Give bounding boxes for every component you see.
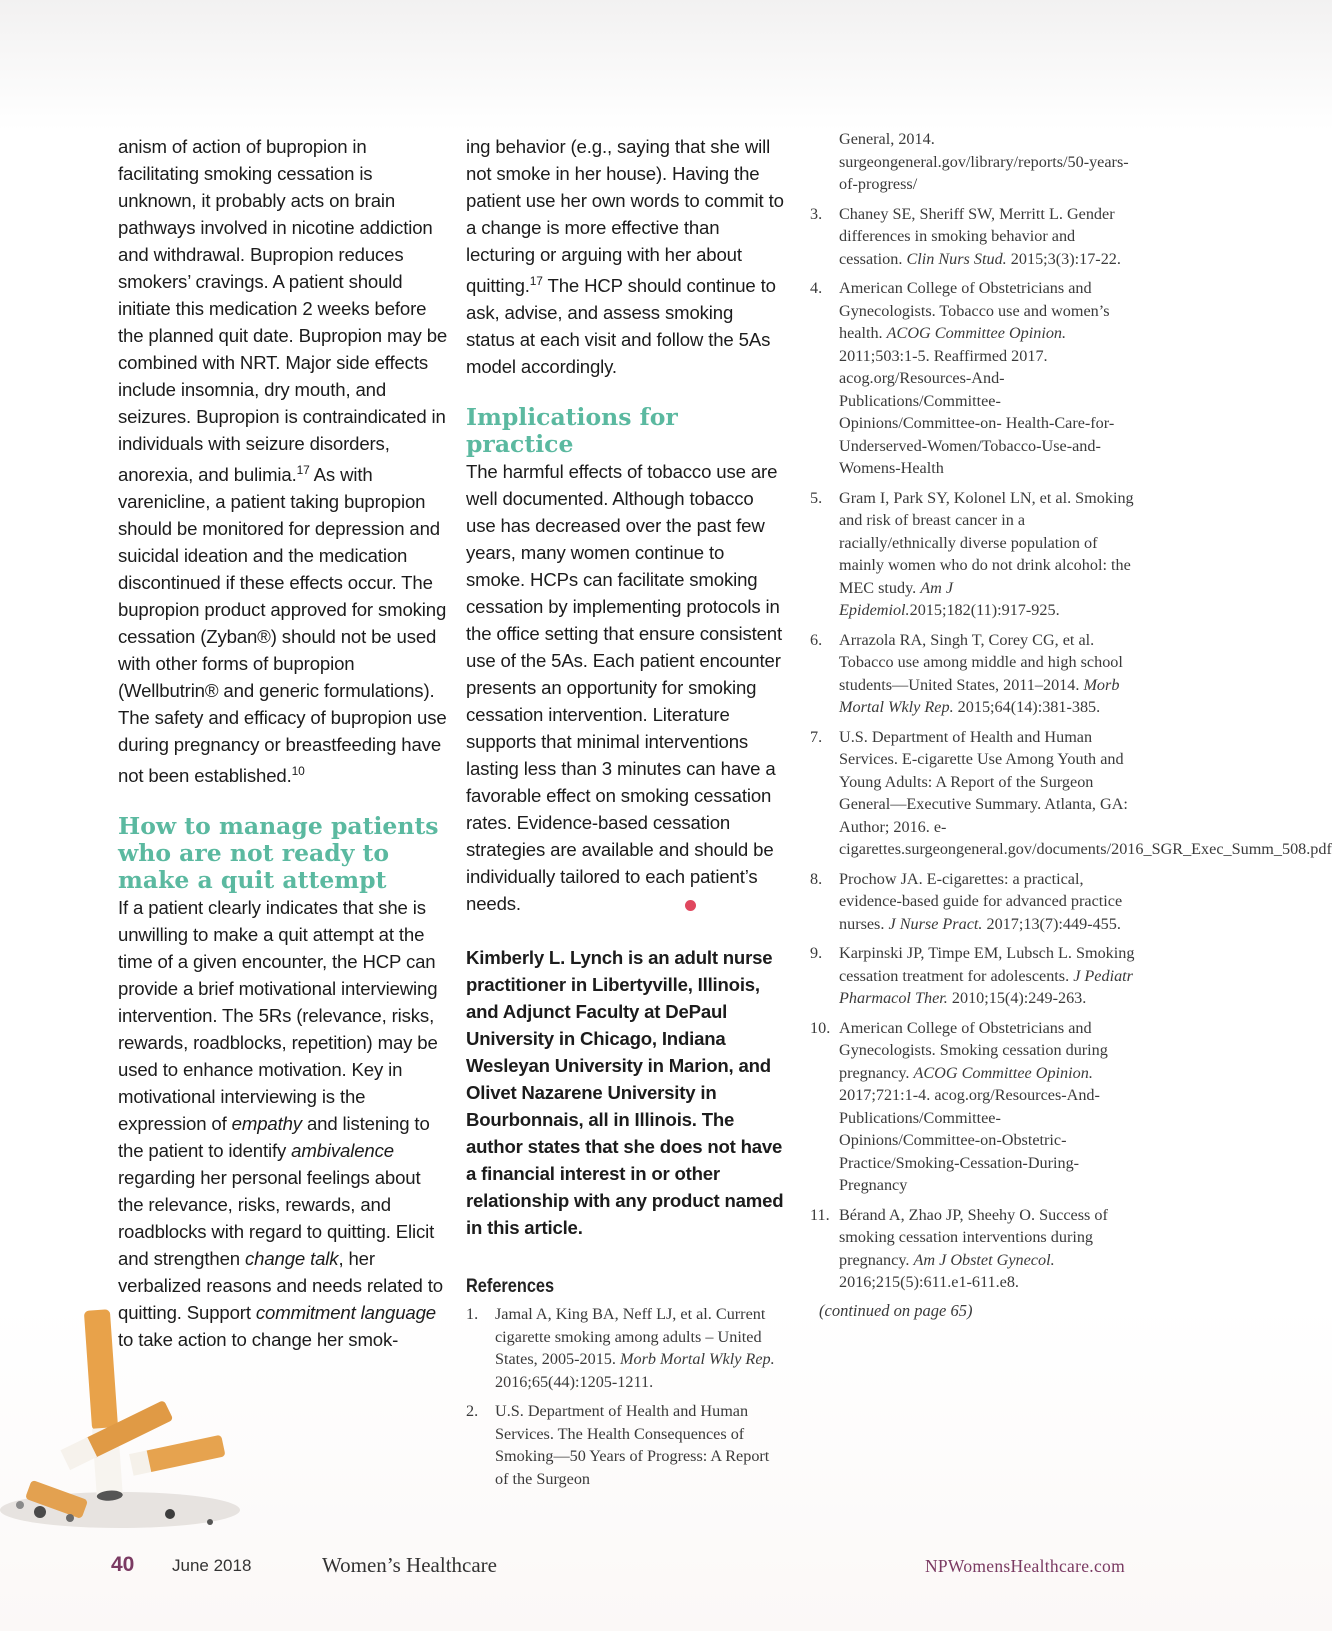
reference-text: Jamal A, King BA, Neff LJ, et al. Current cigarette smoking among adults – United States, 2005-2015.: [495, 1305, 766, 1369]
author-bio: Kimberly L. Lynch is an adult nurse practitioner in Libertyville, Illinois, and Adjunct Faculty at DePaul University in Chicago, Indiana Wesleyan University in Marion, and Olivet Nazarene University in Bourbonnais, all in Illinois. The author states that she does not have a financial interest in or other relationship with any product named in this article.: [466, 947, 784, 1239]
column-middle: [466, 133, 784, 1497]
reference-text: Karpinski JP, Timpe EM, Lubsch L. Smoking cessation treatment for adolescents.: [839, 944, 1135, 985]
reference-item: [810, 487, 1135, 622]
reference-text: American College of Obstetricians and Gynecologists. Tobacco use and women’s health.: [839, 279, 1110, 342]
body-paragraph: [118, 133, 448, 789]
text-run: and listening to the patient to identify: [118, 1113, 430, 1162]
journal-title: Am J Obstet Gynecol.: [913, 1250, 1055, 1269]
reference-citation: 2011;503:1-5. Reaffirmed 2017. acog.org/Resources-And-Publications/Committee-Opinions/Committee-on- Health-Care-for-Underserved-Women/Tobacco-Use-and-Womens-Health: [839, 346, 1115, 477]
text-run: ing behavior (e.g., saying that she will not smoke in her house). Having the patient use her own words to commit to a change is more effective than lecturing or arguing with her about quitting.: [466, 136, 784, 297]
journal-title: Am J Epidemiol.: [839, 578, 954, 619]
reference-number: 1.: [466, 1305, 479, 1324]
text-run: The harmful effects of tobacco use are well documented. Although tobacco use has decreased over the past few years, many women continue to smoke. HCPs can facilitate smoking cessation by implementing protocols in the office setting that ensure consistent use of the 5As. Each patient encounter presents an opportunity for smoking cessation intervention. Literature supports that minimal interventions lasting less than 3 minutes can have a favorable effect on smoking cessation rates. Evidence-based cessation strategies are available and should be individually tailored to each patient’s needs.: [466, 461, 782, 915]
reference-item: [810, 629, 1135, 719]
reference-number: 8.: [810, 869, 823, 888]
reference-item: [810, 726, 1332, 861]
section-heading: How to manage patients who are not ready to make a quit attempt: [118, 812, 439, 895]
reference-text: Gram I, Park SY, Kolonel LN, et al. Smoking and risk of breast cancer in a racially/ethnically diverse population of mainly women who do not drink alcohol: the MEC study.: [839, 488, 1134, 597]
reference-text: Prochow JA. E-cigarettes: a practical, evidence-based guide for advanced practice nurses.: [839, 869, 1123, 933]
reference-text: Arrazola RA, Singh T, Corey CG, et al. Tobacco use among middle and high school students—United States, 2011–2014.: [839, 630, 1123, 694]
column-left: [118, 133, 448, 1353]
reference-citation: 2015;64(14):381-385.: [953, 698, 1101, 716]
journal-title: Morb Mortal Wkly Rep.: [620, 1350, 775, 1369]
references-heading: References: [466, 1276, 555, 1298]
magazine-title: Women’s Healthcare: [322, 1553, 497, 1577]
reference-item: [810, 1017, 1135, 1197]
journal-title: J Nurse Pract.: [888, 914, 983, 933]
emphasis: change talk: [244, 1248, 339, 1270]
reference-item: [810, 868, 1135, 936]
reference-number: 11.: [810, 1205, 830, 1224]
reference-item: [810, 277, 1135, 480]
body-paragraph: [466, 133, 784, 380]
website-link[interactable]: NPWomensHealthcare.com: [924, 1556, 1125, 1576]
citation: 17: [296, 463, 310, 477]
reference-list: [810, 203, 1332, 1294]
reference-text: U.S. Department of Health and Human Services. The Health Consequences of Smoking—50 Years of Progress: A Report of the Surgeon: [495, 1402, 770, 1488]
reference-continued: [810, 128, 1135, 196]
reference-item: [810, 942, 1135, 1010]
page-footer: [0, 1540, 1200, 1600]
body-paragraph: [466, 458, 784, 917]
reference-number: 4.: [810, 279, 823, 297]
journal-title: ACOG Committee Opinion.: [913, 1063, 1093, 1082]
reference-item: [810, 203, 1135, 271]
text-run: anism of action of bupropion in facilitating smoking cessation is unknown, it probably acts on brain pathways involved in nicotine addiction and withdrawal. Bupropion reduces smokers’ cravings. A patient should initiate this medication 2 weeks before the planned quit date. Bupropion may be combined with NRT. Major side effects include insomnia, dry mouth, and seizures. Bupropion is contraindicated in individuals with seizure disorders, anorexia, and bulimia.: [118, 136, 448, 486]
reference-item: [810, 1204, 1135, 1294]
text-run: regarding her personal feelings about the relevance, risks, rewards, and roadblocks with regard to quitting. Elicit and strengthen: [118, 1167, 435, 1270]
reference-text: American College of Obstetricians and Gynecologists. Smoking cessation during pregnancy.: [839, 1018, 1108, 1082]
reference-text: Bérand A, Zhao JP, Sheehy O. Success of smoking cessation interventions during pregnancy.: [839, 1205, 1108, 1269]
emphasis: empathy: [231, 1113, 302, 1135]
reference-text: General, 2014. surgeongeneral.gov/library/reports/50-years-of-progress/: [839, 130, 1129, 193]
section-heading: Implications for practice: [466, 403, 678, 459]
reference-number: 5.: [810, 488, 823, 507]
reference-item: [466, 1400, 784, 1490]
journal-title: Morb Mortal Wkly Rep.: [839, 675, 1120, 716]
reference-number: 3.: [810, 204, 823, 223]
text-run: to take action to change her smok-: [118, 1329, 399, 1351]
end-of-article-dot: [685, 900, 696, 911]
page-number: 40: [111, 1553, 135, 1576]
reference-number: 7.: [810, 727, 823, 746]
reference-citation: 2015;3(3):17-22.: [1006, 249, 1121, 268]
reference-citation: 2016;215(5):611.e1-611.e8.: [839, 1273, 1019, 1291]
journal-title: J Pediatr Pharmacol Ther.: [839, 966, 1133, 1007]
emphasis: commitment language: [255, 1302, 436, 1324]
text-run: , her verbalized reasons and needs related to quitting. Support: [118, 1248, 443, 1324]
text-run: If a patient clearly indicates that she is unwilling to make a quit attempt at the time of a given encounter, the HCP can provide a brief motivational interviewing intervention. The 5Rs (relevance, risks, rewards, roadblocks, repetition) may be used to enhance motivation. Key in motivational interviewing is the expression of: [118, 897, 438, 1135]
reference-list: [810, 128, 1135, 196]
text-run: As with varenicline, a patient taking bupropion should be monitored for depression and suicidal ideation and the medication discontinued if these effects occur. The bupropion product approved for smoking cessation (Zyban®) should not be used with other forms of bupropion (Wellbutrin® and generic formulations). The safety and efficacy of bupropion use during pregnancy or breastfeeding have not been established.: [118, 464, 447, 787]
reference-number: 2.: [466, 1402, 479, 1421]
reference-citation: 2017;721:1-4. acog.org/Resources-And-Publications/Committee-Opinions/Committee-on-Obstetric-Practice/Smoking-Cessation-During-Pregnancy: [839, 1086, 1100, 1194]
reference-citation: 2015;182(11):917-925.: [909, 601, 1060, 619]
reference-text: U.S. Department of Health and Human Services. E-cigarette Use Among Youth and Young Adults: A Report of the Surgeon General—Executive Summary. Atlanta, GA: Author; 2016. e-cigarettes.surgeongeneral.gov/documents/2016_SGR_Exec_Summ_508.pdf: [839, 727, 1332, 858]
reference-citation: 2016;65(44):1205-1211.: [495, 1372, 654, 1391]
reference-text: Chaney SE, Sheriff SW, Merritt L. Gender differences in smoking behavior and cessation.: [839, 204, 1115, 268]
reference-number: 6.: [810, 630, 823, 649]
reference-list: [466, 1303, 784, 1490]
column-right: [810, 128, 1332, 1321]
journal-title: Clin Nurs Stud.: [906, 249, 1007, 268]
reference-number: 10.: [810, 1018, 831, 1037]
reference-citation: 2010;15(4):249-263.: [947, 989, 1087, 1007]
continued-note: (continued on page 65): [819, 1300, 973, 1320]
journal-title: ACOG Committee Opinion.: [886, 324, 1067, 342]
citation: 10: [291, 764, 305, 779]
issue-date: June 2018: [172, 1556, 252, 1575]
emphasis: ambivalence: [291, 1140, 394, 1162]
reference-number: 9.: [810, 944, 823, 962]
text-run: The HCP should continue to ask, advise, and assess smoking status at each visit and follow the 5As model accordingly.: [466, 275, 776, 378]
reference-item: [466, 1303, 784, 1393]
citation: 17: [529, 274, 543, 288]
reference-citation: 2017;13(7):449-455.: [982, 914, 1121, 933]
body-paragraph: [118, 894, 448, 1353]
